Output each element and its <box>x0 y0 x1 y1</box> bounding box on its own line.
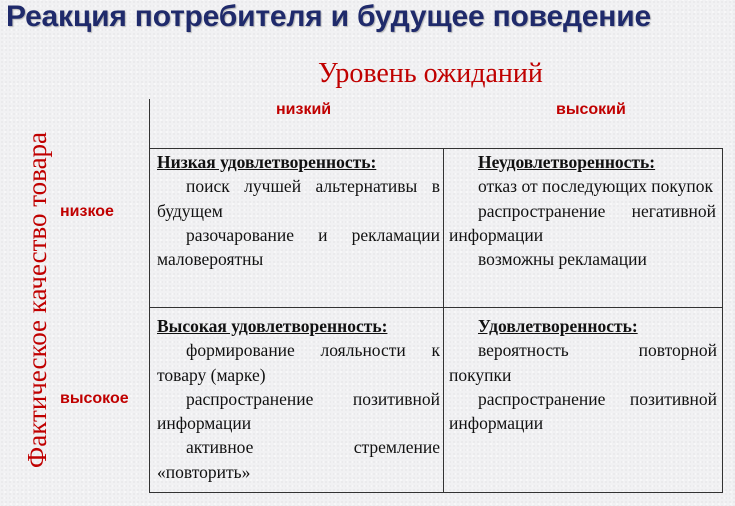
cell-high-quality-high-expectation <box>449 314 717 435</box>
cell-high-quality-low-expectation <box>157 314 440 484</box>
grid-line-top <box>149 148 723 149</box>
row-label-high: высокое <box>60 390 129 407</box>
cell-low-quality-high-expectation <box>449 150 716 271</box>
slide-title: Реакция потребителя и будущее поведение <box>6 0 651 33</box>
cell-item: отказ от последующих покупок <box>478 176 714 197</box>
cell-heading: Неудовлетворенность: <box>478 152 656 172</box>
cell-item: распространение позитивной информации <box>449 388 717 434</box>
grid-line-bottom <box>149 492 723 493</box>
cell-heading: Удовлетворенность: <box>478 316 638 336</box>
grid-line-middle-horizontal <box>149 307 723 308</box>
cell-item: формирование лояльности к товару (марке) <box>157 340 440 385</box>
grid-line-left <box>149 99 150 493</box>
column-label-low: низкий <box>276 101 332 118</box>
cell-item: вероятность повторной покупки <box>449 340 717 385</box>
grid-line-right <box>722 148 723 493</box>
column-label-high: высокий <box>556 101 626 118</box>
row-axis-label: Фактическое качество товара <box>22 131 52 469</box>
cell-item: поиск лучшей альтернативы в будущем <box>157 176 440 221</box>
cell-heading: Низкая удовлетворенность: <box>157 152 377 172</box>
cell-heading: Высокая удовлетворенность: <box>157 316 388 336</box>
grid-line-middle <box>443 148 444 493</box>
cell-item: распространение негативной информации <box>449 200 716 245</box>
column-axis-label: Уровень ожиданий <box>318 58 543 89</box>
row-label-low: низкое <box>60 203 114 220</box>
cell-item: разочарование и рекламации маловероятны <box>157 224 440 270</box>
cell-item: активное стремление «повторить» <box>157 437 440 482</box>
cell-item: распространение позитивной информации <box>157 388 440 434</box>
cell-low-quality-low-expectation <box>157 150 440 271</box>
cell-item: возможны рекламации <box>478 249 647 270</box>
